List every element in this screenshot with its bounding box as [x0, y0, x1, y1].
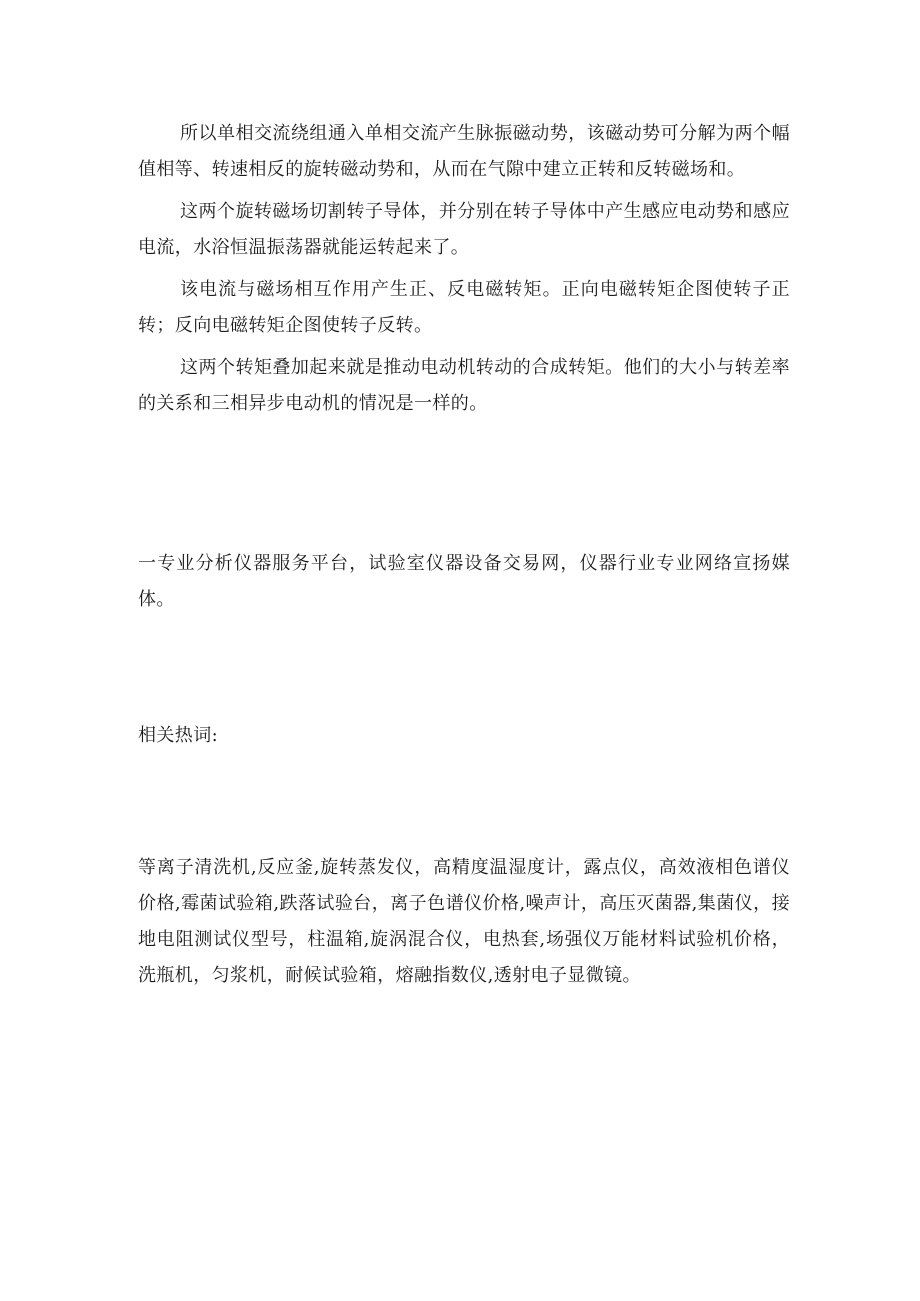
paragraph-1: 所以单相交流绕组通入单相交流产生脉振磁动势，该磁动势可分解为两个幅值相等、转速相反的旋转磁动势和，从而在气隙中建立正转和反转磁场和。 [138, 123, 790, 180]
hot-words-label: 相关热词: [138, 725, 219, 746]
spacer [138, 618, 790, 718]
hot-words-list: 等离子清洗机,反应釜,旋转蒸发仪，高精度温湿度计，露点仪，高效液相色谱仪价格,霉菌试验箱,跌落试验台，离子色谱仪价格,噪声计，高压灭菌器,集菌仪，接地电阻测试仪型号，柱温箱,旋涡混合仪，电热套,场强仪万能材料试验机价格，洗瓶机，匀浆机，耐候试验箱，熔融指数仪,透射电子显微镜。 [138, 857, 790, 986]
paragraph-3: 该电流与磁场相互作用产生正、反电磁转矩。正向电磁转矩企图使转子正转；反向电磁转矩企图使转子反转。 [138, 279, 790, 336]
platform-text: 一专业分析仪器服务平台，试验室仪器设备交易网，仪器行业专业网络宣扬媒体。 [138, 553, 790, 610]
paragraph-4: 这两个转矩叠加起来就是推动电动机转动的合成转矩。他们的大小与转差率的关系和三相异步电动机的情况是一样的。 [138, 357, 790, 414]
spacer [138, 422, 790, 546]
spacer [138, 754, 790, 850]
paragraph-2: 这两个旋转磁场切割转子导体，并分别在转子导体中产生感应电动势和感应电流，水浴恒温振荡器就能运转起来了。 [138, 201, 790, 258]
document-body [138, 116, 790, 994]
